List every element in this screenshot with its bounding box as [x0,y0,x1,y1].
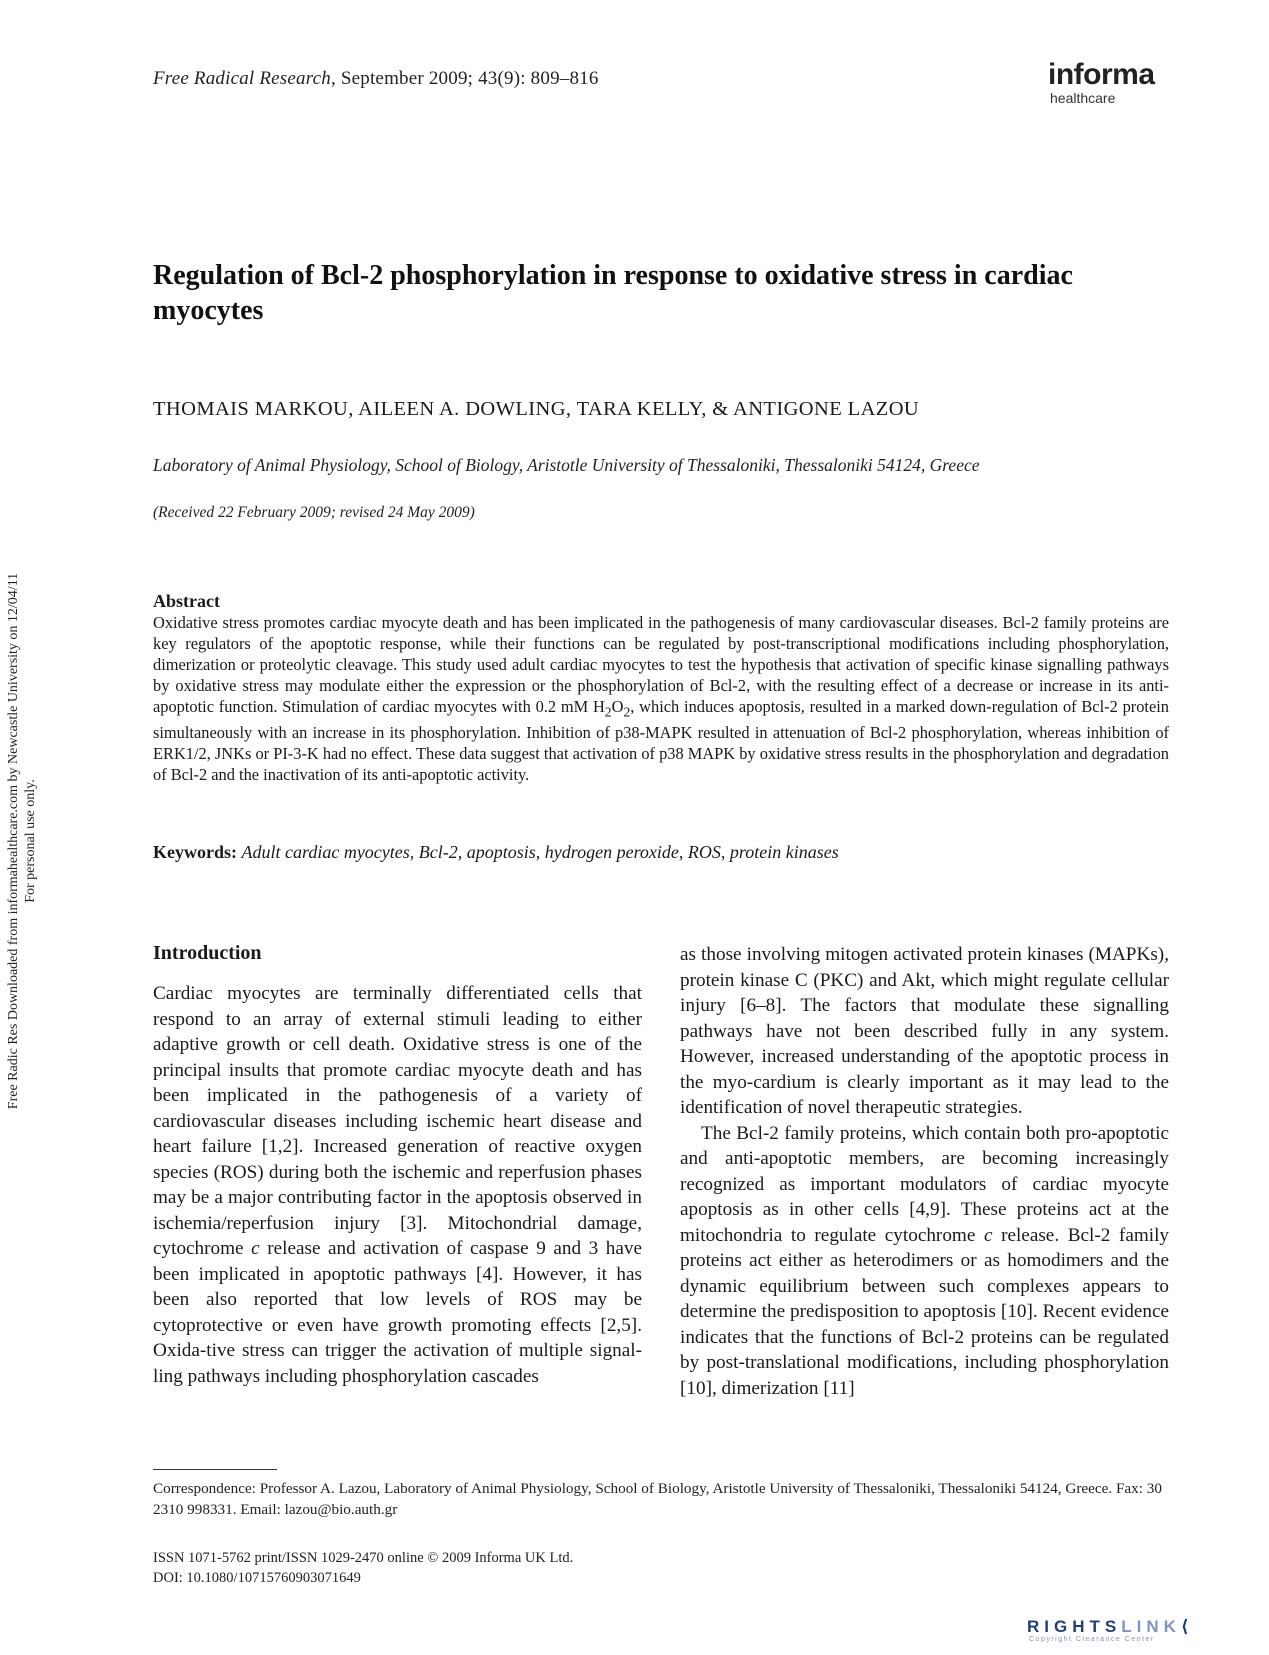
abstract-text-part-2: , which induces apoptosis, resulted in a marked down-regulation of Bcl-2 protein simultaneously with an increase in its phosphorylation. Inhibition of p38-MAPK resulted in attenuation of Bcl-2 phosphorylation, whereas inhibition of ERK1/2, JNKs or PI-3-K had no effect. These data suggest that activation of p38 MAPK by oxidative stress results in the phosphorylation and degradation of Bcl-2 and the inactivation of its anti-apoptotic activity. [153,697,1169,785]
body-paragraph [680,1121,1169,1402]
subscript-2: 2 [604,704,612,720]
left-text-column [153,981,642,1389]
keywords-list: Adult cardiac myocytes, Bcl-2, apoptosis, hydrogen peroxide, ROS, protein kinases [241,842,839,862]
logo-wordmark: informa [1048,58,1155,91]
author-list: THOMAIS MARKOU, AILEEN A. DOWLING, TARA KELLY, & ANTIGONE LAZOU [153,398,920,420]
publication-info [153,1548,573,1588]
received-dates: (Received 22 February 2009; revised 24 May 2009) [153,504,475,521]
body-paragraph [153,981,642,1389]
abstract-text-part-1: Oxidative stress promotes cardiac myocyte death and has been implicated in the pathogenesis of many cardiovascular diseases. Bcl-2 family proteins are key regulators of the apoptotic response, while their functions can be regulated by post-transcriptional modifications including phosphorylation, dimerization or proteolytic cleavage. This study used adult cardiac myocytes to test the hypothesis that activation of specific kinase signalling pathways by oxidative stress may modulate either the expression or the phosphorylation of Bcl-2, with the resulting effect of a decrease or increase in its anti-apoptotic function. Stimulation of cardiac myocytes with 0.2 mM H [153,613,1169,716]
download-notice-line-2: For personal use only. [23,779,38,903]
body-text: release and activation of caspase 9 and 3 have been implicated in apoptotic pathways [4]. However, it has been also reported that low levels of ROS may be cytoprotective or even have growth promoting effects [2,5]. Oxida-tive stress can trigger the activation of multiple signal-ling pathways including phosphorylation cascades [153,1238,642,1387]
author-affiliation: Laboratory of Animal Physiology, School of Biology, Aristotle University of Thessaloniki, Thessaloniki 54124, Greece [153,455,980,475]
download-notice-text [5,516,39,1166]
body-text: release. Bcl-2 family proteins act either as heterodimers or as homodimers and the dynamic equilibrium between such complexes appears to determine the predisposition to apoptosis [10]. Recent evidence indicates that the functions of Bcl-2 proteins can be regulated by post-translational modifications, including phosphorylation [10], dimerization [11] [680,1224,1170,1399]
italic-c: c [983,1224,993,1246]
body-paragraph: as those involving mitogen activated protein kinases (MAPKs), protein kinase C (PKC) and Akt, which might regulate cellular injury [6–8]. The factors that modulate these signalling pathways have not been described fully in any system. However, increased understanding of the apoptotic process in the myo-cardium is clearly important as it may lead to the identification of novel therapeutic strategies. [680,944,1169,1118]
keywords-label: Keywords: [153,842,237,862]
rightslink-logo [1027,1618,1194,1643]
introduction-heading: Introduction [153,942,262,964]
italic-c: c [251,1238,260,1259]
correspondence-footnote: Correspondence: Professor A. Lazou, Laboratory of Animal Physiology, School of Biology, Aristotle University of Thessaloniki, Thessaloniki 54124, Greece. Fax: 30 2310 998331. Email: lazou@bio.auth.gr [153,1480,1162,1518]
oxygen-symbol: O [611,697,624,716]
journal-issue-info: , September 2009; 43(9): 809–816 [330,68,599,89]
informa-healthcare-logo [1048,60,1178,106]
download-notice-line-1: Free Radic Res Downloaded from informahealthcare.com by Newcastle University on 12/04/11 [6,572,21,1110]
logo-subtext: healthcare [1050,90,1116,106]
rightslink-subtext: Copyright Clearance Center [1029,1636,1155,1643]
paper-title: Regulation of Bcl-2 phosphorylation in response to oxidative stress in cardiac myocytes [153,260,1073,326]
journal-citation-line [153,68,599,90]
journal-name: Free Radical Research [153,68,331,89]
doi-line: DOI: 10.1080/10715760903071649 [153,1570,361,1586]
rightslink-word-light: LINK [1121,1617,1181,1636]
subscript-2: 2 [623,704,631,720]
footnote-divider [153,1469,277,1470]
rightslink-glyph-icon: ⟨ [1180,1617,1194,1636]
abstract-heading: Abstract [153,591,220,611]
right-text-column [680,942,1169,1401]
rightslink-wordmark [1027,1618,1194,1636]
download-notice-margin [0,516,44,1166]
abstract-text [153,612,1169,785]
keywords-line [153,842,1169,863]
issn-line: ISSN 1071-5762 print/ISSN 1029-2470 online © 2009 Informa UK Ltd. [153,1550,574,1566]
body-text: Cardiac myocytes are terminally differentiated cells that respond to an array of external stimuli leading to either adaptive growth or cell death. Oxidative stress is one of the principal insults that promote cardiac myocyte death and has been implicated in the pathogenesis of a variety of cardiovascular diseases including ischemic heart disease and heart failure [1,2]. Increased generation of reactive oxygen species (ROS) during both the ischemic and reperfusion phases may be a major contributing factor in the apoptosis observed in ischemia/reperfusion injury [3]. Mitochondrial damage, cytochrome [153,983,642,1259]
body-text: The Bcl-2 family proteins, which contain both pro-apoptotic and anti-apoptotic members, are becoming increasingly recognized as important modulators of cardiac myocyte apoptosis as in other cells [4,9]. These proteins act at the mitochondria to regulate cytochrome [680,1122,1169,1246]
rightslink-word-dark: RIGHTS [1027,1617,1122,1636]
